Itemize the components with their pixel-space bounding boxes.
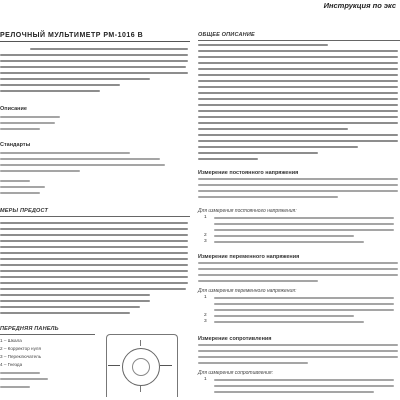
acv-heading: Измерение переменного напряжения [198,254,300,260]
text-line [198,104,398,106]
text-line [198,74,398,76]
text-line [214,321,364,323]
text-line [198,262,398,264]
arrow-right-icon [160,365,172,366]
text-line [198,68,398,70]
dcv-steps-title: Для измерения постоянного напряжения: [198,208,297,214]
text-line [198,62,398,64]
text-line [198,98,398,100]
text-line [0,158,160,160]
text-line [198,280,318,282]
panel-item: 2 – Корректор нуля [0,346,41,351]
panel-item: 3 – Переключатель [0,354,42,359]
text-line [30,48,188,50]
text-line [0,192,40,194]
text-line [0,170,80,172]
text-line [0,264,188,266]
text-line [0,252,188,254]
text-line [0,128,40,130]
text-line [198,158,258,160]
text-line [198,50,398,52]
text-line [0,54,188,56]
text-line [0,372,40,374]
text-line [0,246,188,248]
text-line [198,152,318,154]
text-line [198,110,398,112]
text-line [198,128,348,130]
text-line [214,309,394,311]
text-line [0,72,188,74]
text-line [0,66,186,68]
page-title-left: РЕЛОЧНЫЙ МУЛЬТИМЕТР РМ-1016 В [0,32,144,39]
text-line [0,386,30,388]
standards-heading: Стандарты [0,142,31,148]
text-line [214,229,394,231]
text-line [0,276,188,278]
text-line [198,350,398,352]
title-divider [0,41,190,42]
text-line [0,228,188,230]
text-line [198,344,398,346]
text-line [0,180,30,182]
text-line [0,258,188,260]
text-line [198,196,338,198]
text-line [0,186,45,188]
text-line [198,356,398,358]
arrow-left-icon [108,365,120,366]
panel-heading: ПЕРЕДНЯЯ ПАНЕЛЬ [0,326,59,332]
text-line [0,84,120,86]
text-line [0,270,188,272]
text-line [214,297,394,299]
overview-heading: ОБЩЕЕ ОПИСАНИЕ [198,32,255,38]
text-line [0,164,165,166]
text-line [214,303,394,305]
dcv-heading: Измерение постоянного напряжения [198,170,299,176]
text-line [198,92,398,94]
text-line [214,217,394,219]
text-line [0,300,150,302]
text-line [198,134,398,136]
panel-item: 1 – Шкала [0,338,22,343]
text-line [0,282,188,284]
text-line [198,190,398,192]
text-line [198,178,398,180]
text-line [0,288,186,290]
text-line [0,222,188,224]
text-line [198,44,328,46]
panel-divider [0,334,95,335]
text-line [214,391,374,393]
dial-tick [140,340,141,346]
text-line [214,223,394,225]
text-line [198,362,308,364]
text-line [0,122,55,124]
text-line [198,184,398,186]
overview-divider [198,40,400,41]
text-line [198,86,398,88]
text-line [0,78,150,80]
text-line [0,312,130,314]
text-line [0,116,60,118]
text-line [0,60,188,62]
text-line [198,122,398,124]
text-line [198,80,398,82]
text-line [198,268,398,270]
text-line [0,294,150,296]
text-line [0,306,140,308]
text-line [198,56,398,58]
range-switch-knob [132,358,150,376]
warning-heading: МЕРЫ ПРЕДОСТ [0,208,49,214]
resistance-heading: Измерение сопротивления [198,336,272,342]
page-header-right: Инструкция по экс [323,1,396,10]
resistance-steps-title: Для измерения сопротивления: [198,370,273,376]
text-line [198,274,398,276]
dial-tick [140,386,141,392]
text-line [198,116,398,118]
text-line [214,385,394,387]
front-panel-diagram [100,328,182,400]
warning-divider [0,216,190,217]
text-line [198,140,398,142]
text-line [214,315,354,317]
text-line [0,90,100,92]
text-line [0,234,188,236]
text-line [198,146,358,148]
text-line [214,379,394,381]
text-line [0,378,48,380]
panel-item: 4 – Гнезда [0,362,23,367]
acv-steps-title: Для измерения переменного напряжения: [198,288,297,294]
text-line [0,240,188,242]
intro-heading: Описание [0,106,27,112]
text-line [214,241,364,243]
text-line [0,152,130,154]
manual-page-spread: РЕЛОЧНЫЙ МУЛЬТИМЕТР РМ-1016 В Описание Стандарты МЕРЫ ПРЕДОСТ ПЕРЕДНЯЯ ПАНЕЛЬ 1 – Шкала 2 – Корректор нуля 3 – Переключатель 4 – Гнезда Инструкция по экс ОБЩЕЕ ОПИСАНИЕ Измерение постоянного напряжения Для измерения постоянного напряжения: 1 2 3 Измерение переменного напряжения Для измерения переменного напряжения: 1 2 3 Измерение сопротивления Для измерения сопротивления: 1 [0,0,400,400]
text-line [214,235,354,237]
